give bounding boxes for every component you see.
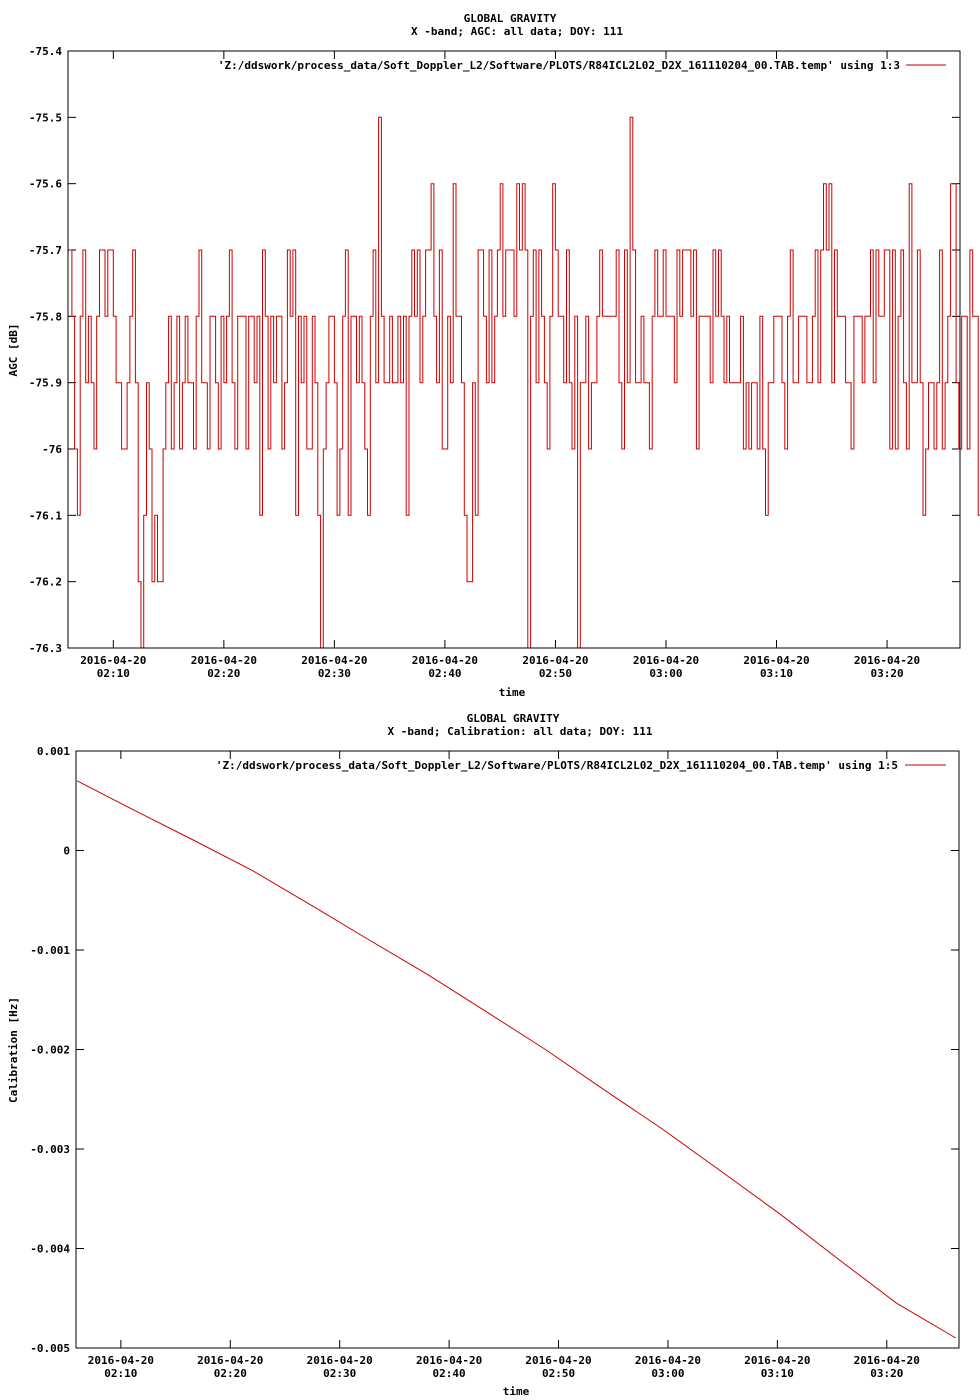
agc-x-ticks	[80, 51, 920, 680]
calibration-x-tick-time: 02:30	[323, 1367, 357, 1380]
agc-y-tick-label: -76.2	[28, 575, 62, 589]
calibration-x-tick-date: 2016-04-20	[306, 1354, 373, 1367]
agc-x-tick-time: 03:20	[870, 667, 904, 680]
agc-y-axis-label: AGC [dB]	[7, 323, 20, 377]
calibration-x-tick-date: 2016-04-20	[525, 1354, 592, 1367]
agc-x-tick-date: 2016-04-20	[743, 654, 810, 667]
agc-y-tick-label: -75.5	[28, 111, 62, 125]
agc-x-tick-time: 02:10	[96, 667, 130, 680]
calibration-x-tick-time: 03:10	[760, 1367, 794, 1380]
calibration-y-tick-label: -0.005	[30, 1342, 70, 1355]
agc-x-tick-date: 2016-04-20	[522, 654, 589, 667]
agc-y-tick-label: -75.8	[28, 310, 62, 324]
agc-x-tick-date: 2016-04-20	[80, 654, 147, 667]
agc-x-tick-date: 2016-04-20	[190, 654, 257, 667]
agc-x-tick-time: 03:10	[759, 667, 794, 680]
agc-y-tick-label: -75.6	[28, 177, 62, 191]
agc-x-tick-time: 02:50	[538, 667, 573, 680]
agc-x-tick-date: 2016-04-20	[301, 654, 368, 667]
calibration-x-ticks	[88, 751, 920, 1380]
agc-x-tick-time: 02:30	[317, 667, 351, 680]
calibration-x-tick-time: 02:10	[104, 1367, 138, 1380]
agc-chart	[7, 12, 980, 699]
agc-x-tick-time: 02:40	[428, 667, 462, 680]
agc-y-tick-label: -75.4	[28, 45, 62, 58]
calibration-x-tick-time: 03:00	[651, 1367, 685, 1380]
calibration-chart-subtitle: X -band; Calibration: all data; DOY: 111	[387, 725, 653, 738]
agc-y-tick-label: -75.7	[28, 244, 62, 257]
agc-x-tick-date: 2016-04-20	[853, 654, 921, 667]
calibration-x-axis-label: time	[502, 1385, 530, 1398]
calibration-x-tick-date: 2016-04-20	[744, 1354, 811, 1367]
agc-chart-title: GLOBAL GRAVITY	[463, 12, 557, 25]
calibration-y-tick-label: -0.001	[30, 944, 70, 957]
calibration-y-ticks	[30, 745, 959, 1355]
calibration-x-tick-date: 2016-04-20	[634, 1354, 702, 1367]
calibration-x-tick-date: 2016-04-20	[853, 1354, 920, 1367]
calibration-y-tick-label: -0.002	[30, 1043, 70, 1057]
calibration-x-tick-time: 02:20	[213, 1367, 247, 1380]
agc-x-axis-label: time	[498, 686, 526, 699]
calibration-chart	[7, 712, 959, 1398]
agc-y-tick-label: -76.1	[28, 509, 62, 523]
calibration-y-tick-label: -0.003	[30, 1143, 70, 1156]
calibration-x-tick-date: 2016-04-20	[415, 1354, 483, 1367]
calibration-x-tick-time: 03:20	[870, 1367, 904, 1380]
calibration-y-tick-label: 0	[63, 844, 70, 858]
calibration-x-tick-date: 2016-04-20	[87, 1354, 154, 1367]
calibration-legend-label: 'Z:/ddswork/process_data/Soft_Doppler_L2/Software/PLOTS/R84ICL2L02_D2X_161110204_00.TAB.temp' using 1:5	[215, 759, 898, 772]
agc-chart-subtitle: X -band; AGC: all data; DOY: 111	[411, 25, 623, 38]
agc-y-tick-label: -75.9	[28, 376, 62, 390]
calibration-x-tick-time: 02:50	[541, 1367, 576, 1380]
agc-x-tick-time: 03:00	[649, 667, 683, 680]
agc-series-line	[69, 51, 980, 648]
calibration-plot-frame	[76, 751, 959, 1348]
calibration-y-tick-label: -0.004	[30, 1242, 70, 1256]
calibration-y-tick-label: 0.001	[36, 745, 70, 758]
agc-x-tick-date: 2016-04-20	[411, 654, 479, 667]
calibration-x-tick-date: 2016-04-20	[197, 1354, 264, 1367]
agc-x-tick-date: 2016-04-20	[632, 654, 700, 667]
calibration-y-axis-label: Calibration [Hz]	[7, 997, 20, 1103]
agc-y-tick-label: -76.3	[28, 642, 62, 655]
calibration-series-line	[77, 781, 956, 1338]
agc-legend-label: 'Z:/ddswork/process_data/Soft_Doppler_L2/Software/PLOTS/R84ICL2L02_D2X_161110204_00.TAB.temp' using 1:3	[217, 59, 900, 72]
agc-y-tick-label: -76	[42, 443, 62, 456]
agc-x-tick-time: 02:20	[207, 667, 241, 680]
calibration-chart-title: GLOBAL GRAVITY	[466, 712, 560, 725]
calibration-x-tick-time: 02:40	[432, 1367, 466, 1380]
